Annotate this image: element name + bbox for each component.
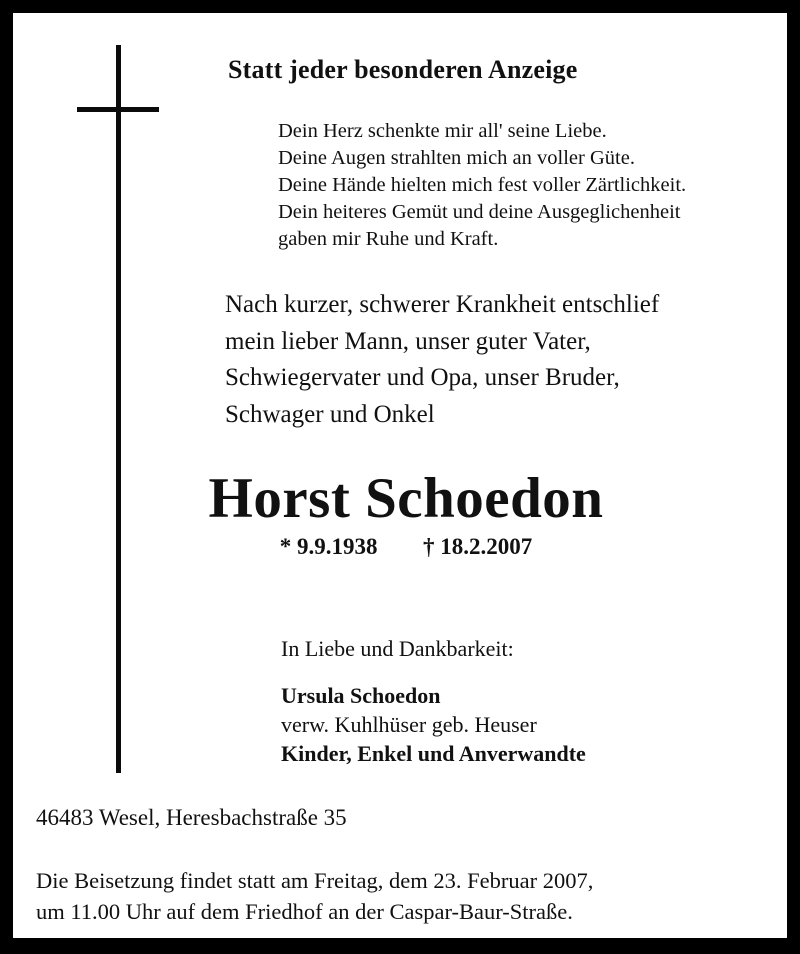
mourners-list (281, 681, 586, 768)
funeral-line: um 11.00 Uhr auf dem Friedhof an der Caspar-Baur-Straße. (36, 899, 573, 924)
birth-symbol-icon: * (279, 534, 292, 559)
funeral-line: Die Beisetzung findet statt am Freitag, dem 23. Februar 2007, (36, 868, 594, 893)
mourner-secondary: verw. Kuhlhüser geb. Heuser (281, 712, 537, 737)
poem-line: Deine Hände hielten mich fest voller Zärtlichkeit. (278, 174, 687, 196)
notice-heading: Statt jeder besonderen Anzeige (228, 55, 578, 84)
address-line: 46483 Wesel, Heresbachstraße 35 (36, 805, 347, 830)
death-date: 18.2.2007 (440, 534, 533, 559)
announcement-line: Schwager und Onkel (225, 400, 435, 428)
death-symbol-icon: † (423, 534, 435, 559)
deceased-name-block (26, 468, 786, 560)
life-dates (26, 534, 786, 560)
death-announcement-text (225, 287, 787, 433)
mourner-others: Kinder, Enkel und Anverwandte (281, 741, 586, 766)
cross-horizontal-bar (77, 107, 159, 112)
poem-line: Deine Augen strahlten mich an voller Güte. (278, 147, 635, 169)
latin-cross-icon (77, 45, 159, 773)
poem-line: Dein Herz schenkte mir all' seine Liebe. (278, 120, 607, 142)
poem-line: gaben mir Ruhe und Kraft. (278, 228, 499, 250)
notice-content-area (13, 13, 787, 938)
deceased-name: Horst Schoedon (208, 467, 604, 530)
announcement-line: Nach kurzer, schwerer Krankheit entschlief (225, 291, 660, 318)
mourner-primary: Ursula Schoedon (281, 683, 441, 708)
birth-date: 9.9.1938 (297, 534, 378, 559)
funeral-details (36, 865, 776, 927)
mourners-block (281, 635, 586, 768)
poem-line: Dein heiteres Gemüt und deine Ausgeglichenheit (278, 201, 681, 223)
announcement-line: mein lieber Mann, unser guter Vater, (225, 327, 591, 355)
mourners-intro: In Liebe und Dankbarkeit: (281, 636, 514, 661)
announcement-line: Schwiegervater und Opa, unser Bruder, (225, 364, 620, 391)
memorial-poem (278, 118, 787, 253)
cross-vertical-bar (116, 45, 121, 773)
